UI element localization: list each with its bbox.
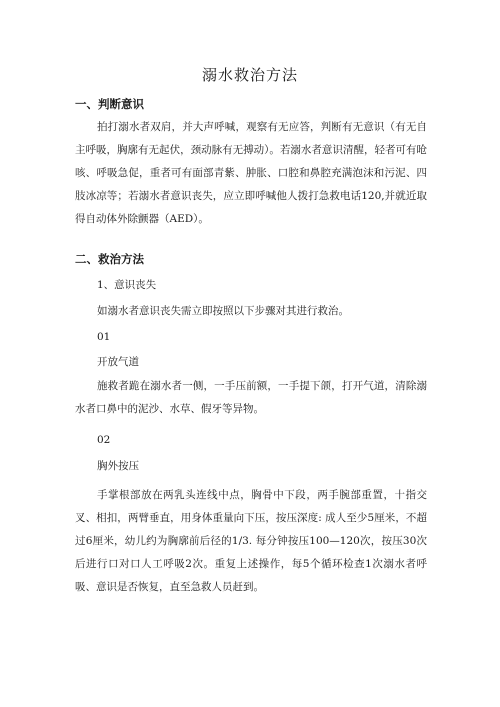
step1-text: 施救者跪在溺水者一侧，一手压前额，一手提下颌，打开气道，清除溺水者口鼻中的泥沙、水草、假牙等异物。 bbox=[75, 380, 427, 415]
step2-text: 手掌根部放在两乳头连线中点，胸骨中下段，两手腕部重置，十指交叉、相扣，两臂垂直，用身体重量向下压，按压深度: 成人至少5厘米，不超过6厘米，幼儿约为胸廓前后径的1/3. 每分钟按压100—120次，按压30次后进行口对口人工呼吸2次。重复上述操作，每5个循环检查1次溺水者呼吸、意识是否恢复，直至急救人员赶到。 bbox=[75, 489, 427, 593]
step1-number: 01 bbox=[97, 331, 111, 343]
section1-paragraph: 拍打溺水者双肩，并大声呼喊，观察有无应答，判断有无意识（有无自主呼吸，胸廓有无起伏，颈动脉有无搏动）。若溺水者意识清醒，轻者可有呛咳、呼吸急促，重者可有面部青紫、肿胀、口腔和鼻腔充满泡沫和污泥、四肢冰凉等；若溺水者意识丧失，应立即呼喊他人拨打急救电话120,并就近取得自动体外除颤器（AED）。 bbox=[75, 121, 427, 225]
document-title: 溺水救治方法 bbox=[201, 66, 298, 84]
step1-title: 开放气道 bbox=[97, 356, 139, 368]
step2-title: 胸外按压 bbox=[97, 460, 139, 472]
section-heading-treatment: 二、救治方法 bbox=[75, 252, 144, 266]
subheading-unconscious: 1、意识丧失 bbox=[97, 279, 157, 291]
section-heading-judge-consciousness: 一、判断意识 bbox=[75, 97, 144, 111]
step2-number: 02 bbox=[97, 434, 111, 446]
intro-text: 如溺水者意识丧失需立即按照以下步骤对其进行救治。 bbox=[97, 305, 349, 317]
